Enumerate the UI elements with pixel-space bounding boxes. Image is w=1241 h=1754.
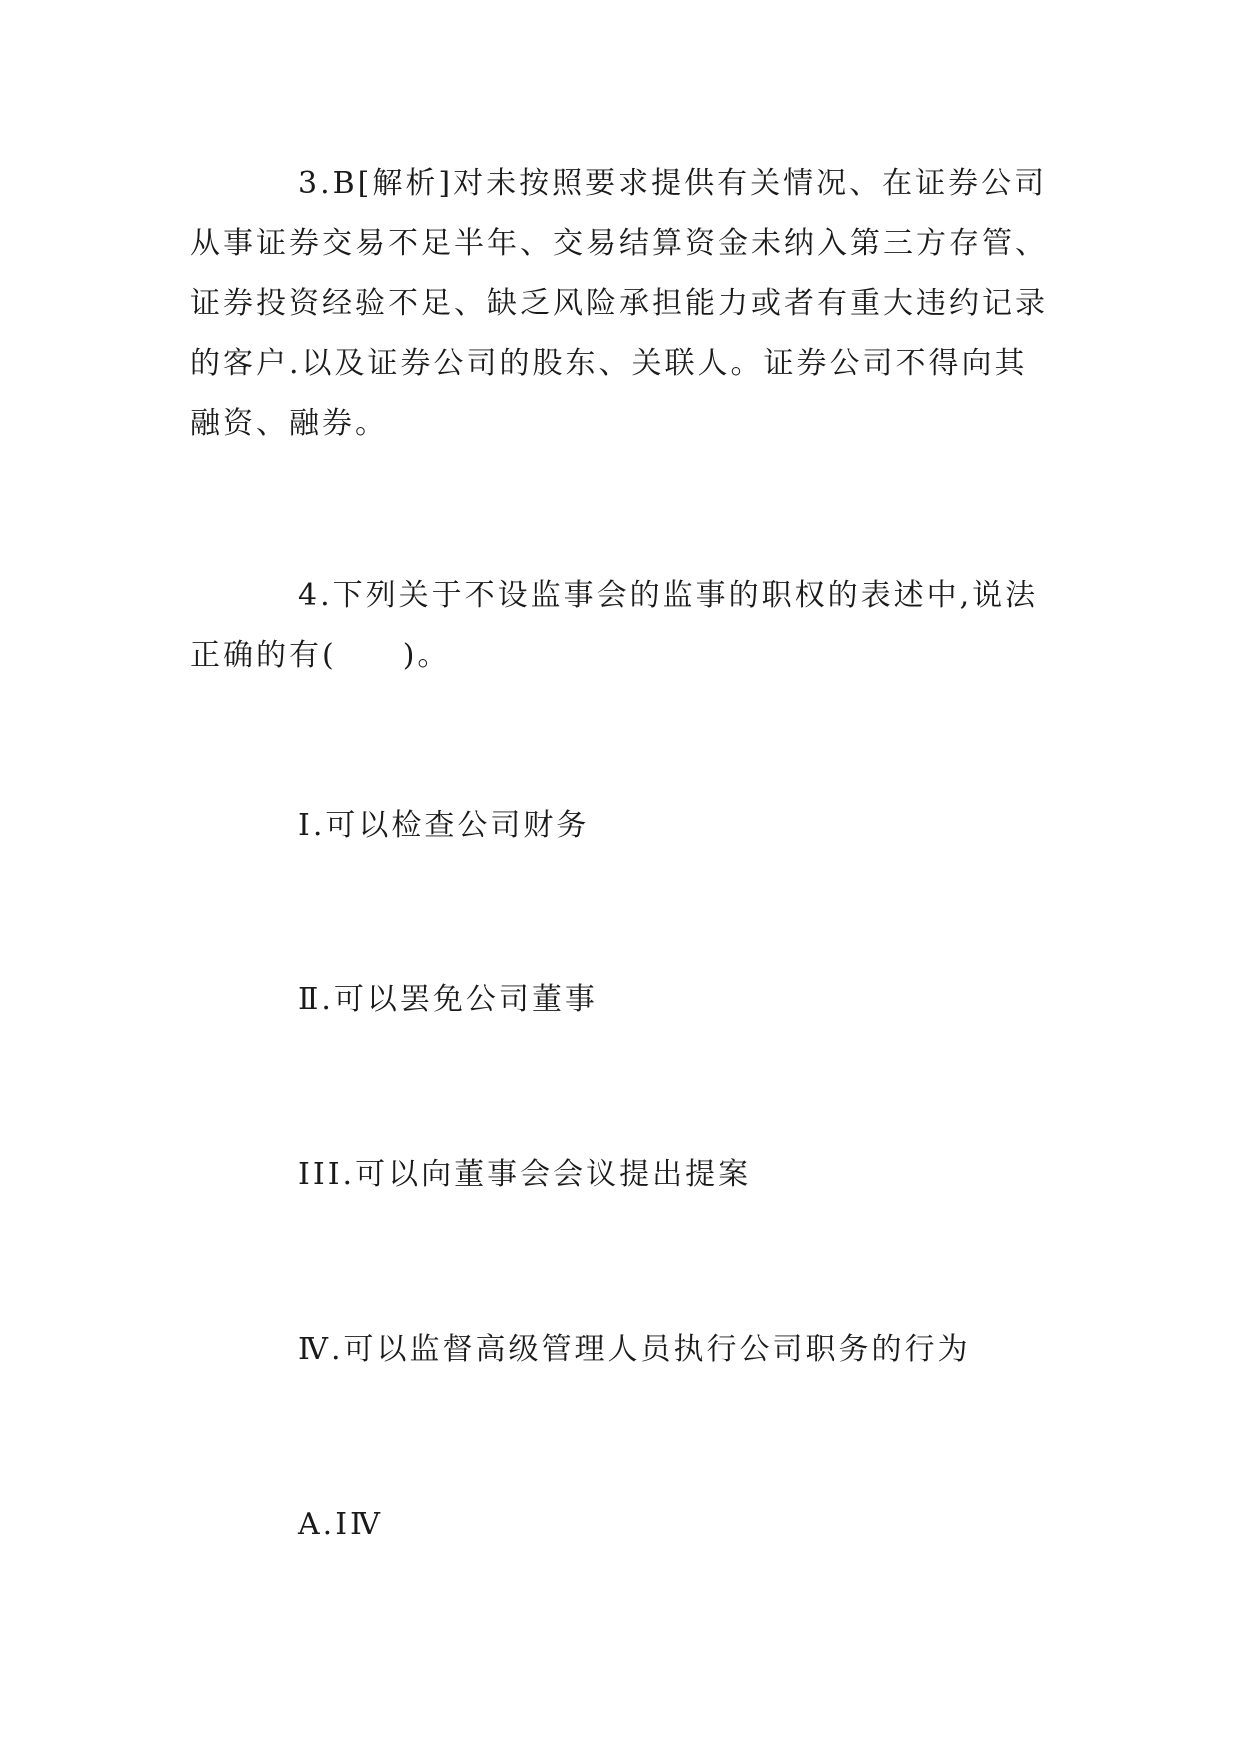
statement-1: Ⅰ.可以检查公司财务	[298, 808, 590, 843]
question-4-line: 正确的有( )。	[190, 638, 451, 673]
answer-3-line: 的客户.以及证券公司的股东、关联人。证券公司不得向其	[190, 346, 1028, 381]
question-4-line: 4.下列关于不设监事会的监事的职权的表述中,说法	[298, 578, 1039, 613]
answer-3-line: 融资、融券。	[190, 406, 388, 441]
statement-3: III.可以向董事会会议提出提案	[298, 1157, 752, 1192]
answer-3-line: 从事证券交易不足半年、交易结算资金未纳入第三方存管、	[190, 226, 1048, 261]
statement-2: Ⅱ.可以罢免公司董事	[298, 982, 598, 1017]
statement-4: Ⅳ.可以监督高级管理人员执行公司职务的行为	[298, 1332, 971, 1367]
answer-3-line: 3.B[解析]对未按照要求提供有关情况、在证券公司	[298, 166, 1048, 201]
answer-3-explanation	[190, 154, 1070, 454]
question-4-stem	[190, 566, 1070, 686]
option-a: A.ⅠⅣ	[298, 1507, 384, 1542]
answer-3-line: 证券投资经验不足、缺乏风险承担能力或者有重大违约记录	[190, 286, 1048, 321]
